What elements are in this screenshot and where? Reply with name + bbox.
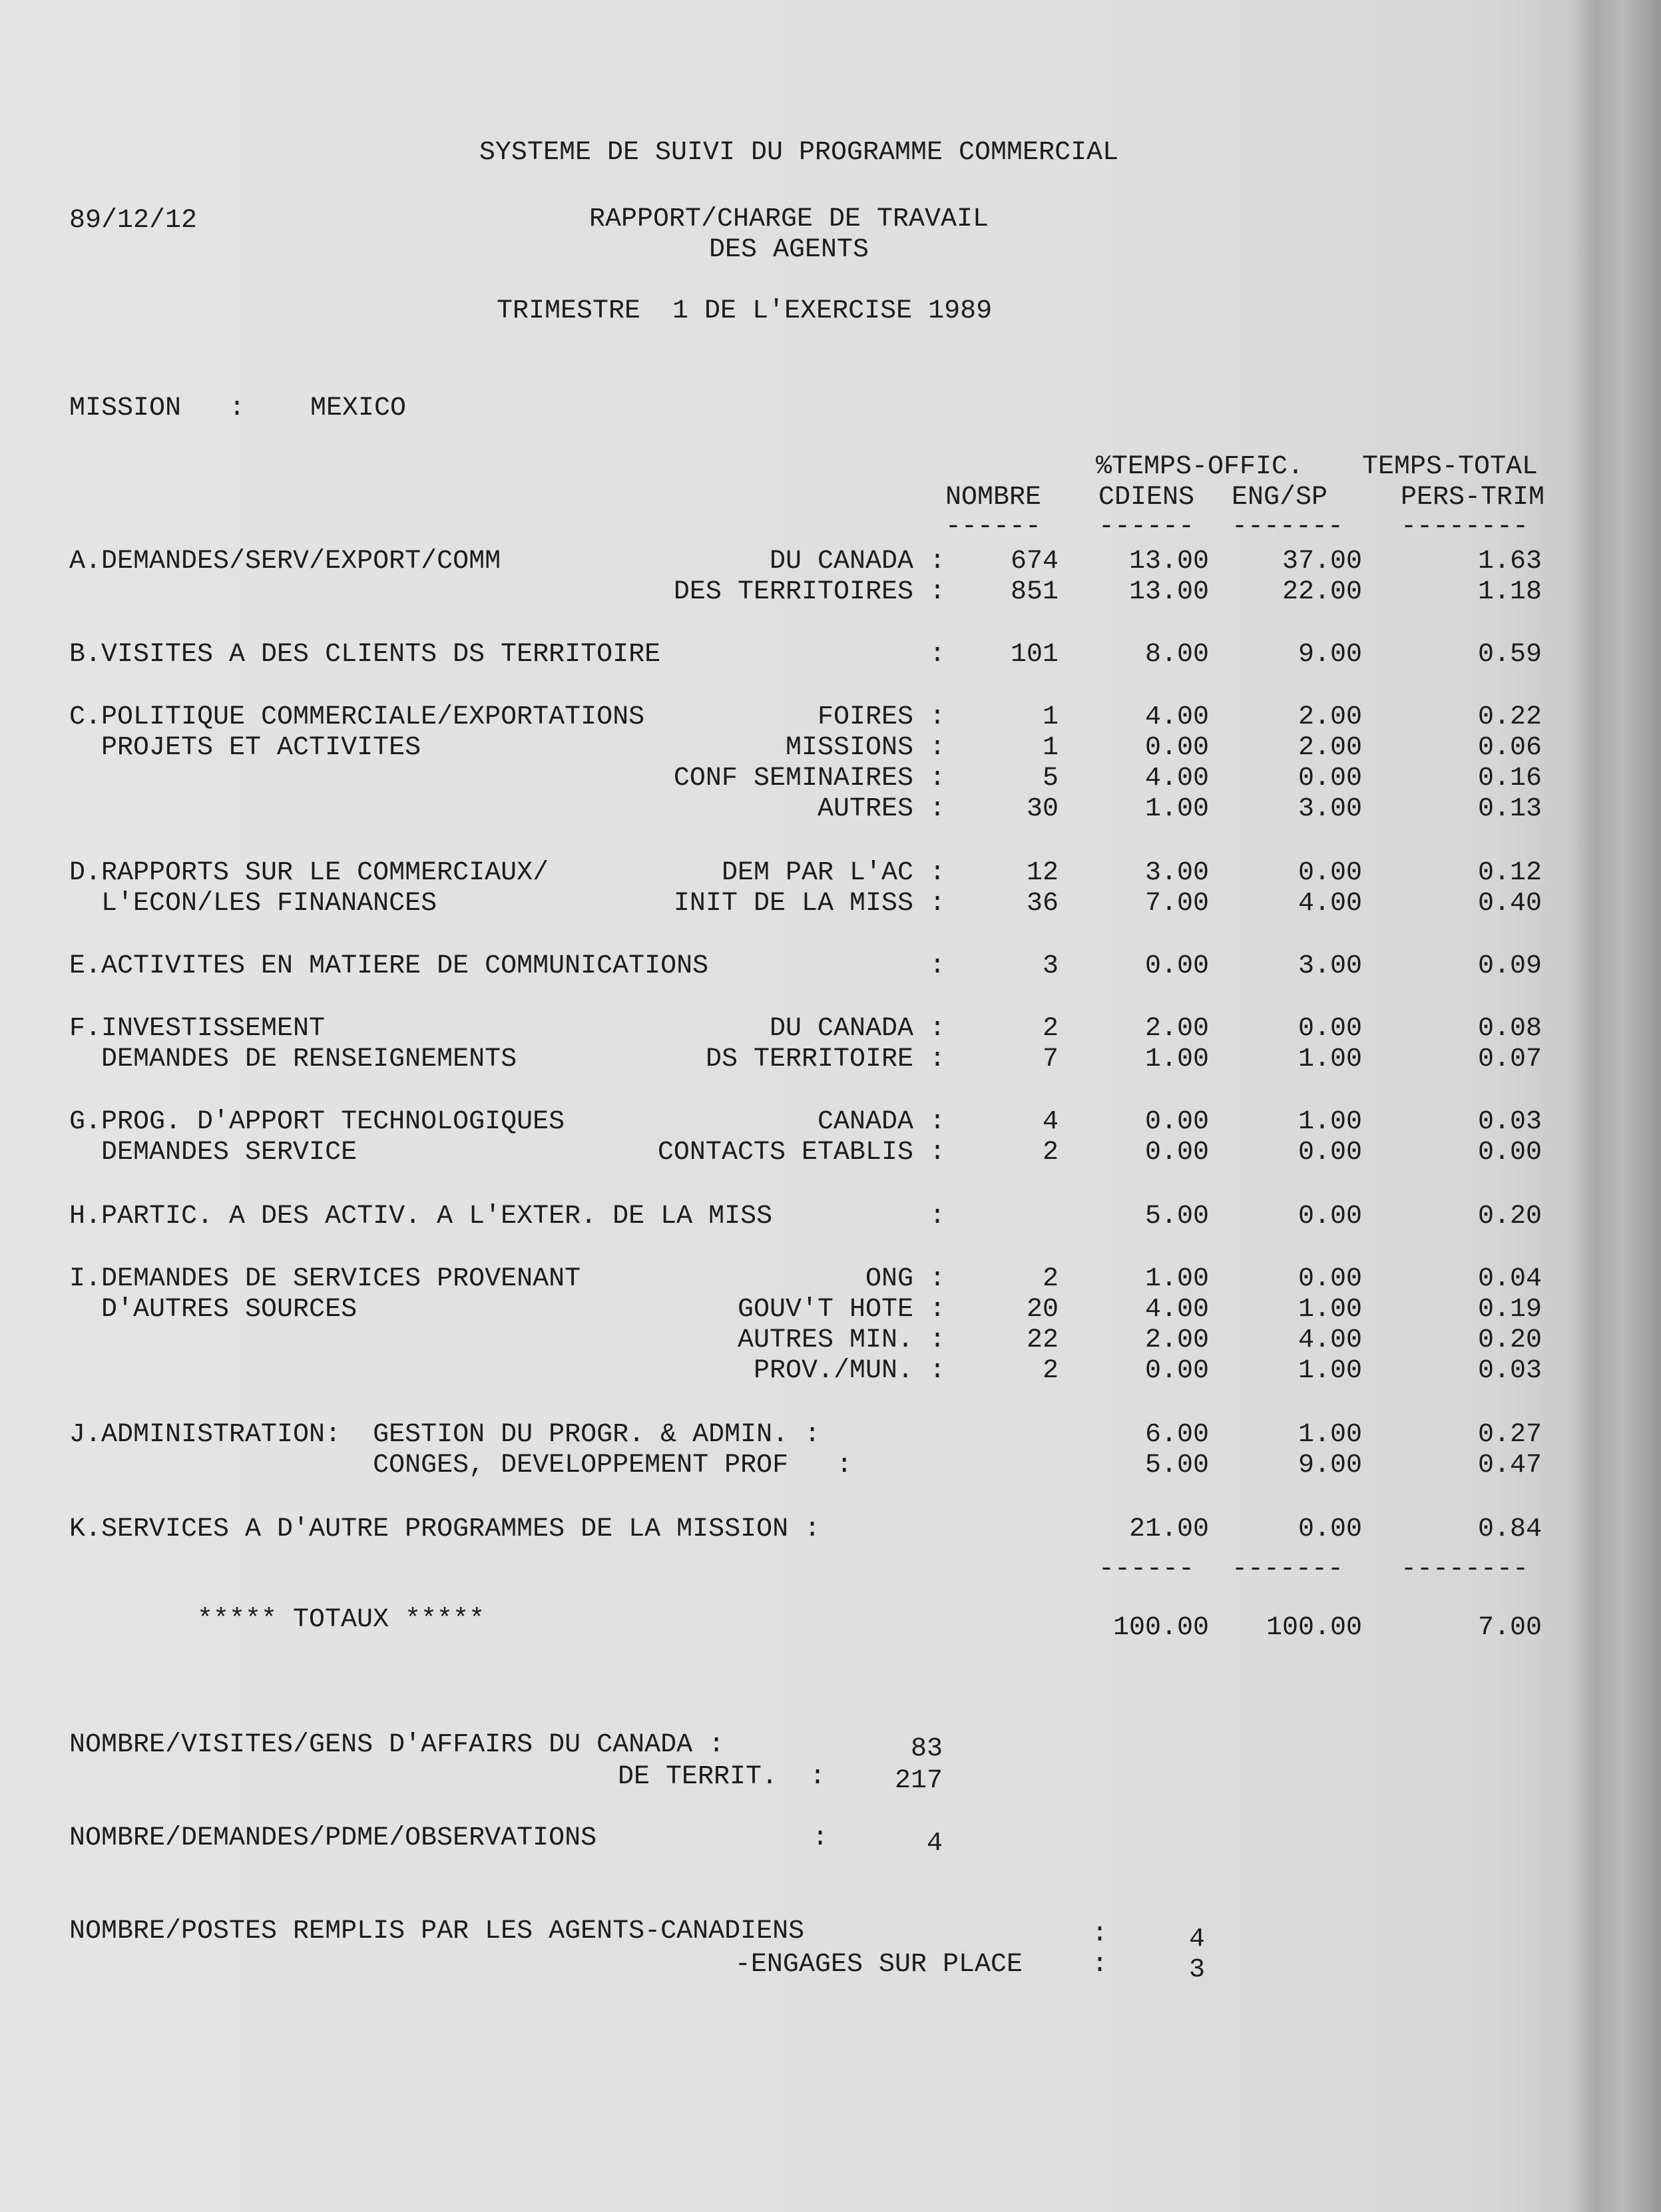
- row-label: E.ACTIVITES EN MATIERE DE COMMUNICATIONS: [69, 951, 709, 981]
- report-date: 89/12/12: [69, 206, 198, 236]
- territ-label: DE TERRIT. :: [617, 1762, 826, 1792]
- row-label: D'AUTRES SOURCES: [69, 1295, 357, 1325]
- cell-pers-trim: 0.19: [1477, 1295, 1542, 1325]
- row-sublabel: DU CANADA :: [769, 1014, 945, 1044]
- cell-pers-trim: 1.63: [1477, 547, 1542, 576]
- row-sublabel: AUTRES :: [817, 794, 945, 824]
- row-label: L'ECON/LES FINANANCES: [69, 889, 437, 919]
- cell-engsp: 9.00: [1298, 640, 1362, 670]
- cell-engsp: 0.00: [1298, 1138, 1362, 1168]
- cell-cdiens: 4.00: [1144, 764, 1209, 793]
- cell-engsp: 1.00: [1298, 1420, 1362, 1450]
- mission-label: MISSION :: [69, 393, 246, 423]
- row-label: F.INVESTISSEMENT: [69, 1014, 326, 1044]
- postes-canadiens-value: 4: [1188, 1924, 1205, 1954]
- pdme-value: 4: [926, 1829, 943, 1859]
- cell-cdiens: 13.00: [1128, 577, 1209, 607]
- cell-nombre: 4: [1042, 1107, 1059, 1137]
- cell-cdiens: 0.00: [1144, 733, 1209, 763]
- cell-pers-trim: 0.00: [1477, 1138, 1542, 1168]
- cell-cdiens: 7.00: [1144, 889, 1209, 919]
- cell-engsp: 22.00: [1282, 577, 1362, 607]
- page-edge-shadow: [1568, 0, 1661, 2212]
- cell-cdiens: 21.00: [1128, 1514, 1209, 1544]
- row-sublabel: :: [929, 1202, 945, 1231]
- col-header-engsp: ENG/SP: [1232, 483, 1328, 513]
- cell-cdiens: 0.00: [1144, 1356, 1209, 1386]
- cell-pers-trim: 0.16: [1477, 764, 1542, 793]
- cell-pers-trim: 0.03: [1477, 1356, 1542, 1386]
- row-label: DEMANDES DE RENSEIGNEMENTS: [69, 1044, 517, 1074]
- cell-cdiens: 13.00: [1128, 547, 1209, 576]
- row-label: K.SERVICES A D'AUTRE PROGRAMMES DE LA MISSION :: [69, 1514, 821, 1544]
- cell-pers-trim: 0.12: [1477, 858, 1542, 888]
- cell-engsp: 9.00: [1298, 1450, 1362, 1480]
- cell-engsp: 3.00: [1298, 951, 1362, 981]
- separator: -------: [1232, 512, 1344, 542]
- cell-nombre: 22: [1026, 1325, 1059, 1355]
- cell-pers-trim: 1.18: [1477, 577, 1542, 607]
- cell-engsp: 2.00: [1298, 733, 1362, 763]
- cell-cdiens: 0.00: [1144, 951, 1209, 981]
- row-sublabel: AUTRES MIN. :: [737, 1325, 945, 1355]
- cell-nombre: 2: [1042, 1138, 1059, 1168]
- row-sublabel: CONTACTS ETABLIS :: [657, 1138, 945, 1168]
- cell-engsp: 1.00: [1298, 1295, 1362, 1325]
- row-sublabel: CONF SEMINAIRES :: [673, 764, 945, 793]
- cell-cdiens: 1.00: [1144, 1044, 1209, 1074]
- row-sublabel: :: [929, 951, 945, 981]
- cell-pers-trim: 0.20: [1477, 1325, 1542, 1355]
- visites-canada-value: 83: [910, 1734, 943, 1764]
- cell-pers-trim: 0.07: [1477, 1044, 1542, 1074]
- row-sublabel: FOIRES :: [817, 702, 945, 732]
- row-label: G.PROG. D'APPORT TECHNOLOGIQUES: [69, 1107, 565, 1137]
- row-label: D.RAPPORTS SUR LE COMMERCIAUX/: [69, 858, 549, 888]
- cell-engsp: 0.00: [1298, 858, 1362, 888]
- row-sublabel: PROV./MUN. :: [753, 1356, 945, 1386]
- cell-nombre: 2: [1042, 1014, 1059, 1044]
- cell-cdiens: 6.00: [1144, 1420, 1209, 1450]
- separator: ------: [1098, 1554, 1195, 1584]
- cell-engsp: 37.00: [1282, 547, 1362, 576]
- separator: ------: [945, 512, 1042, 542]
- cell-nombre: 12: [1026, 858, 1059, 888]
- engages-label: -ENGAGES SUR PLACE: [734, 1950, 1023, 1980]
- separator: --------: [1401, 512, 1529, 542]
- row-label: I.DEMANDES DE SERVICES PROVENANT: [69, 1264, 581, 1294]
- cell-cdiens: 0.00: [1144, 1107, 1209, 1137]
- pdme-label: NOMBRE/DEMANDES/PDME/OBSERVATIONS: [69, 1823, 597, 1853]
- separator: -------: [1232, 1554, 1344, 1584]
- cell-engsp: 0.00: [1298, 1264, 1362, 1294]
- row-label: PROJETS ET ACTIVITES: [69, 733, 421, 763]
- row-label: A.DEMANDES/SERV/EXPORT/COMM: [69, 547, 501, 576]
- cell-cdiens: 8.00: [1144, 640, 1209, 670]
- cell-cdiens: 5.00: [1144, 1450, 1209, 1480]
- cell-nombre: 7: [1042, 1044, 1059, 1074]
- cell-pers-trim: 0.84: [1477, 1514, 1542, 1544]
- row-label: C.POLITIQUE COMMERCIALE/EXPORTATIONS: [69, 702, 645, 732]
- cell-engsp: 0.00: [1298, 1514, 1362, 1544]
- row-label: CONGES, DEVELOPPEMENT PROF :: [69, 1450, 853, 1480]
- cell-engsp: 0.00: [1298, 1202, 1362, 1231]
- cell-pers-trim: 0.03: [1477, 1107, 1542, 1137]
- cell-cdiens: 5.00: [1144, 1202, 1209, 1231]
- cell-nombre: 3: [1042, 951, 1059, 981]
- totals-pers: 7.00: [1477, 1613, 1542, 1643]
- quarter-line: TRIMESTRE 1 DE L'EXERCISE 1989: [497, 296, 993, 326]
- cell-nombre: 2: [1042, 1264, 1059, 1294]
- separator: --------: [1401, 1554, 1529, 1584]
- cell-nombre: 1: [1042, 702, 1059, 732]
- cell-cdiens: 3.00: [1144, 858, 1209, 888]
- cell-pers-trim: 0.06: [1477, 733, 1542, 763]
- postes-colon: :: [1092, 1919, 1108, 1949]
- row-sublabel: CANADA :: [817, 1107, 945, 1137]
- cell-cdiens: 4.00: [1144, 1295, 1209, 1325]
- cell-nombre: 20: [1026, 1295, 1059, 1325]
- postes-colon: :: [1092, 1950, 1108, 1980]
- cell-engsp: 1.00: [1298, 1044, 1362, 1074]
- cell-pers-trim: 0.59: [1477, 640, 1542, 670]
- cell-pers-trim: 0.22: [1477, 702, 1542, 732]
- report-subtitle: DES AGENTS: [708, 235, 869, 265]
- col-header-total: TEMPS-TOTAL: [1362, 452, 1539, 482]
- cell-pers-trim: 0.13: [1477, 794, 1542, 824]
- totals-label: ***** TOTAUX *****: [197, 1605, 485, 1635]
- cell-pers-trim: 0.04: [1477, 1264, 1542, 1294]
- cell-cdiens: 1.00: [1144, 1264, 1209, 1294]
- cell-engsp: 4.00: [1298, 1325, 1362, 1355]
- col-header-pct: %TEMPS-OFFIC.: [1096, 452, 1304, 482]
- row-sublabel: DES TERRITOIRES :: [673, 577, 945, 607]
- cell-cdiens: 1.00: [1144, 794, 1209, 824]
- cell-nombre: 2: [1042, 1356, 1059, 1386]
- totals-engsp: 100.00: [1266, 1613, 1362, 1643]
- cell-nombre: 5: [1042, 764, 1059, 793]
- row-sublabel: :: [929, 640, 945, 670]
- row-sublabel: GOUV'T HOTE :: [737, 1295, 945, 1325]
- postes-label: NOMBRE/POSTES REMPLIS PAR LES AGENTS-CANADIENS: [69, 1916, 805, 1946]
- cell-engsp: 0.00: [1298, 1014, 1362, 1044]
- cell-pers-trim: 0.08: [1477, 1014, 1542, 1044]
- cell-nombre: 1: [1042, 733, 1059, 763]
- cell-cdiens: 0.00: [1144, 1138, 1209, 1168]
- row-label: H.PARTIC. A DES ACTIV. A L'EXTER. DE LA MISS: [69, 1202, 773, 1231]
- row-sublabel: INIT DE LA MISS :: [673, 889, 945, 919]
- cell-pers-trim: 0.09: [1477, 951, 1542, 981]
- row-sublabel: ONG :: [865, 1264, 945, 1294]
- cell-engsp: 1.00: [1298, 1356, 1362, 1386]
- visites-territ-value: 217: [894, 1766, 943, 1796]
- pdme-colon: :: [812, 1823, 829, 1853]
- col-header-cdiens: CDIENS: [1098, 483, 1195, 513]
- cell-engsp: 3.00: [1298, 794, 1362, 824]
- cell-engsp: 1.00: [1298, 1107, 1362, 1137]
- col-header-nombre: NOMBRE: [945, 483, 1042, 513]
- cell-pers-trim: 0.47: [1477, 1450, 1542, 1480]
- col-header-pers: PERS-TRIM: [1401, 483, 1545, 513]
- cell-engsp: 0.00: [1298, 764, 1362, 793]
- row-label: DEMANDES SERVICE: [69, 1138, 357, 1168]
- cell-nombre: 36: [1026, 889, 1059, 919]
- row-sublabel: DS TERRITOIRE :: [705, 1044, 945, 1074]
- cell-nombre: 674: [1010, 547, 1059, 576]
- cell-nombre: 101: [1010, 640, 1059, 670]
- cell-nombre: 851: [1010, 577, 1059, 607]
- postes-engages-value: 3: [1188, 1955, 1205, 1985]
- cell-pers-trim: 0.20: [1477, 1202, 1542, 1231]
- cell-cdiens: 4.00: [1144, 702, 1209, 732]
- cell-nombre: 30: [1026, 794, 1059, 824]
- mission-value: MEXICO: [310, 393, 407, 423]
- row-label: J.ADMINISTRATION: GESTION DU PROGR. & ADMIN. :: [69, 1420, 821, 1450]
- cell-cdiens: 2.00: [1144, 1014, 1209, 1044]
- cell-engsp: 4.00: [1298, 889, 1362, 919]
- row-sublabel: DU CANADA :: [769, 547, 945, 576]
- cell-pers-trim: 0.27: [1477, 1420, 1542, 1450]
- row-sublabel: DEM PAR L'AC :: [721, 858, 945, 888]
- cell-pers-trim: 0.40: [1477, 889, 1542, 919]
- report-title: RAPPORT/CHARGE DE TRAVAIL: [589, 204, 989, 234]
- row-label: B.VISITES A DES CLIENTS DS TERRITOIRE: [69, 640, 661, 670]
- cell-cdiens: 2.00: [1144, 1325, 1209, 1355]
- row-sublabel: MISSIONS :: [785, 733, 945, 763]
- visites-label: NOMBRE/VISITES/GENS D'AFFAIRS DU CANADA :: [69, 1730, 725, 1760]
- totals-cdiens: 100.00: [1112, 1613, 1209, 1643]
- system-title: SYSTEME DE SUIVI DU PROGRAMME COMMERCIAL: [479, 138, 1119, 168]
- cell-engsp: 2.00: [1298, 702, 1362, 732]
- separator: ------: [1098, 512, 1195, 542]
